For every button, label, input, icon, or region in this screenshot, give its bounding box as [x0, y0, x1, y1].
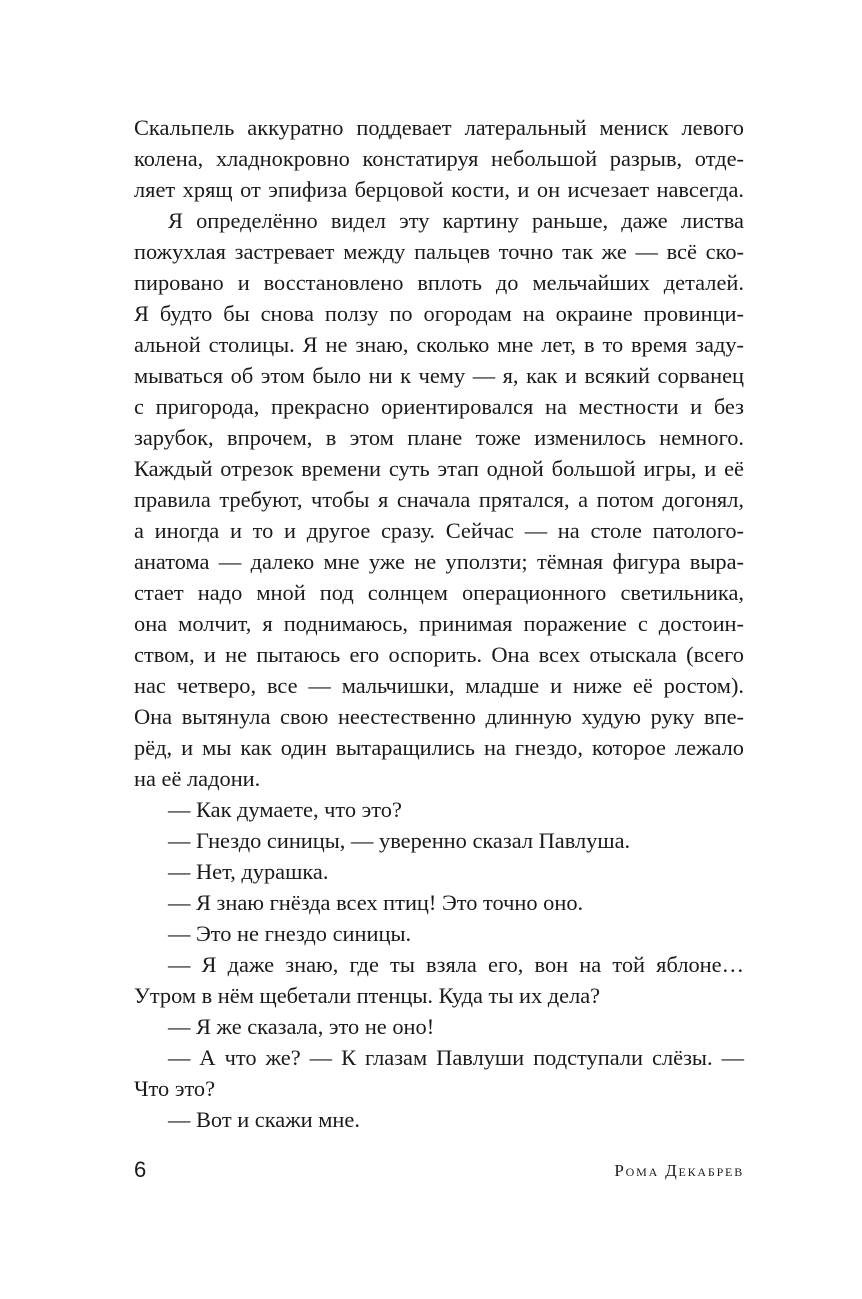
text-line: колена, хладнокровно констатируя небольшой разрыв, отде- [134, 146, 744, 171]
text-line: анатома — далеко мне уже не уползти; тёмная фигура выра- [134, 549, 744, 574]
text-line: Она вытянула свою неестественно длинную худую руку впе- [134, 704, 744, 729]
text-line: — Гнездо синицы, — уверенно сказал Павлуша. [168, 828, 631, 853]
text-line: на её ладони. [134, 766, 261, 791]
text-line: Каждый отрезок времени суть этап одной большой игры, и её [134, 456, 744, 481]
text-line: зарубок, впрочем, в этом плане тоже изменилось немного. [134, 425, 744, 450]
text-line: — Это не гнездо синицы. [168, 921, 412, 946]
text-line: она молчит, я поднимаюсь, принимая поражение с достоин- [134, 611, 744, 636]
text-line: Я будто бы снова ползу по огородам на окраине провинци- [134, 301, 744, 326]
text-line: а иногда и то и другое сразу. Сейчас — на столе патолого- [134, 518, 744, 543]
text-line: Я определённо видел эту картину раньше, даже листва [168, 208, 744, 233]
running-head-author: Рома Декабрев [614, 1161, 744, 1180]
text-line: правила требуют, чтобы я сначала прятался, а потом догонял, [134, 487, 744, 512]
text-line: — Вот и скажи мне. [168, 1107, 360, 1132]
text-line: мываться об этом было ни к чему — я, как и всякий сорванец [134, 363, 744, 388]
text-line: стает надо мной под солнцем операционного светильника, [134, 580, 744, 605]
text-line: — Нет, дурашка. [168, 859, 329, 884]
text-line: с пригорода, прекрасно ориентировался на местности и без [134, 394, 744, 419]
text-line: — Я знаю гнёзда всех птиц! Это точно оно. [168, 890, 584, 915]
text-line: Скальпель аккуратно поддевает латеральный мениск левого [134, 115, 744, 140]
text-line: альной столицы. Я не знаю, сколько мне лет, в то время заду- [134, 332, 744, 357]
body-text [134, 112, 744, 1135]
text-line: нас четверо, все — мальчишки, младше и ниже её ростом). [134, 673, 744, 698]
text-line: пировано и восстановлено вплоть до мельчайших деталей. [134, 270, 744, 295]
text-line: ством, и не пытаюсь его оспорить. Она всех отыскала (всего [134, 642, 744, 667]
text-line: — Я же сказала, это не оно! [168, 1014, 435, 1039]
text-line: ляет хрящ от эпифиза берцовой кости, и он исчезает навсегда. [134, 177, 744, 202]
text-line: — Как думаете, что это? [168, 797, 402, 822]
text-line: пожухлая застревает между пальцев точно так же — всё ско- [134, 239, 744, 264]
text-line: — А что же? — К глазам Павлуши подступали слёзы. — [168, 1045, 744, 1070]
page-number: 6 [134, 1157, 147, 1182]
text-line: рёд, и мы как один вытаращились на гнездо, которое лежало [134, 735, 744, 760]
text-line: Что это? [134, 1076, 216, 1101]
text-line: Утром в нём щебетали птенцы. Куда ты их дела? [134, 983, 601, 1008]
text-line: — Я даже знаю, где ты взяла его, вон на той яблоне… [168, 952, 744, 977]
